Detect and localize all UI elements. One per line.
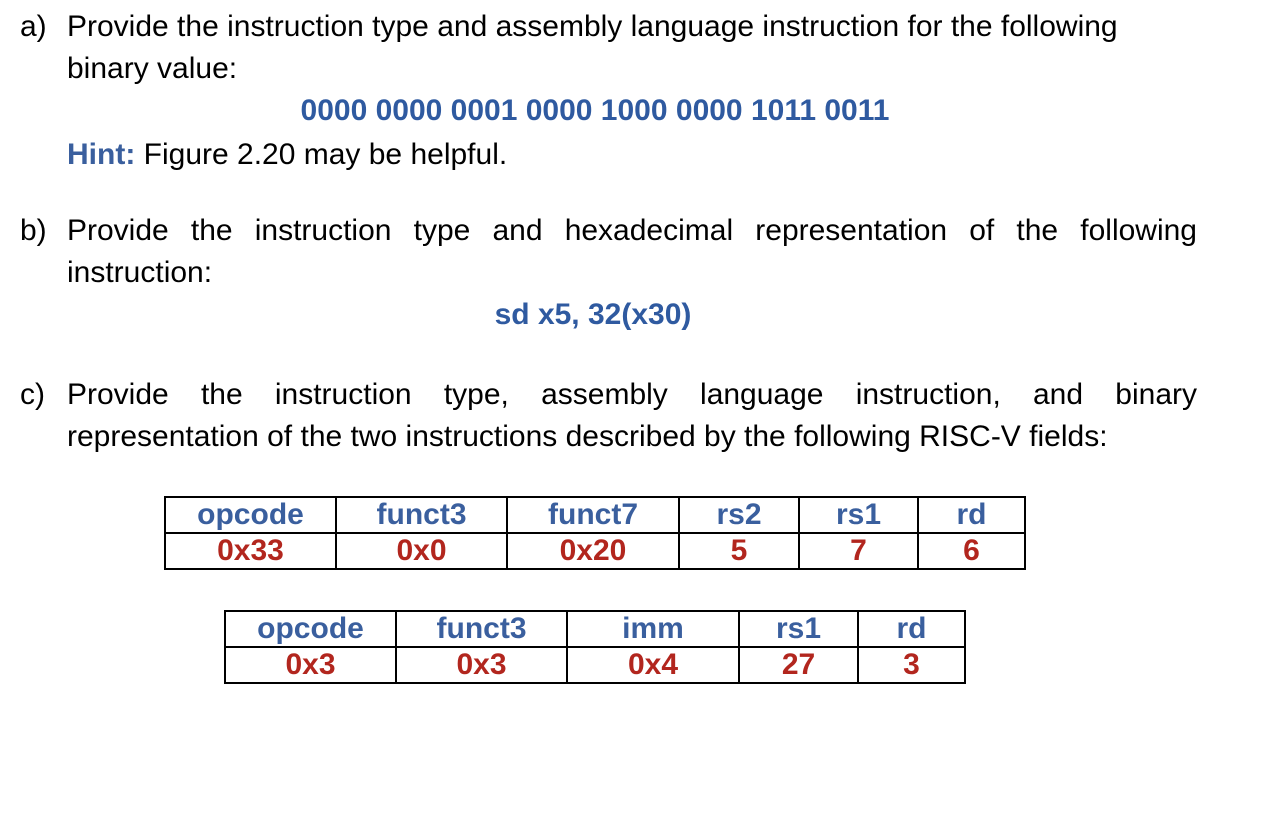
value-rd: 3: [858, 647, 965, 683]
value-opcode: 0x3: [225, 647, 396, 683]
header-funct3: funct3: [396, 611, 567, 647]
question-b: [0, 210, 1262, 300]
sd-instruction: sd x5, 32(x30): [494, 298, 692, 331]
header-imm: imm: [567, 611, 739, 647]
question-b-line1: Provide the instruction type and hexadecimal representation of the following: [67, 214, 1197, 247]
fields-table-2-value-row: [225, 647, 965, 683]
header-opcode: opcode: [225, 611, 396, 647]
header-funct3: funct3: [336, 497, 507, 533]
header-rs1: rs1: [799, 497, 918, 533]
fields-table-2: [224, 610, 966, 684]
value-rs2: 5: [679, 533, 799, 569]
value-funct3: 0x0: [336, 533, 507, 569]
question-c-label: c): [20, 378, 45, 411]
header-rd: rd: [858, 611, 965, 647]
value-rs1: 7: [799, 533, 918, 569]
value-funct3: 0x3: [396, 647, 567, 683]
question-c: [0, 374, 1262, 464]
hint-text: Figure 2.20 may be helpful.: [135, 138, 508, 171]
value-imm: 0x4: [567, 647, 739, 683]
header-opcode: opcode: [165, 497, 336, 533]
header-rs1: rs1: [739, 611, 858, 647]
question-a-line1: Provide the instruction type and assembly language instruction for the following: [67, 10, 1118, 43]
question-b-line2: instruction:: [67, 256, 213, 289]
fields-table-1-header-row: [165, 497, 1025, 533]
binary-value: 0000 0000 0001 0000 1000 0000 1011 0011: [300, 94, 890, 127]
question-a-line2: binary value:: [67, 52, 238, 85]
value-rd: 6: [918, 533, 1025, 569]
hint-label: Hint:: [67, 138, 136, 171]
question-a-text: [67, 6, 1197, 90]
question-a: [0, 6, 1262, 96]
question-b-text: [67, 210, 1197, 294]
header-rs2: rs2: [679, 497, 799, 533]
question-c-line2: representation of the two instructions described by the following RISC-V fields:: [67, 420, 1108, 453]
value-funct7: 0x20: [507, 533, 679, 569]
header-funct7: funct7: [507, 497, 679, 533]
fields-table-2-header-row: [225, 611, 965, 647]
hint: [67, 138, 507, 172]
value-opcode: 0x33: [165, 533, 336, 569]
value-rs1: 27: [739, 647, 858, 683]
header-rd: rd: [918, 497, 1025, 533]
question-b-label: b): [20, 214, 47, 247]
fields-table-1: [164, 496, 1026, 570]
question-a-label: a): [20, 10, 47, 43]
fields-table-1-value-row: [165, 533, 1025, 569]
question-c-line1: Provide the instruction type, assembly language instruction, and binary: [67, 378, 1197, 411]
question-c-text: [67, 374, 1197, 458]
